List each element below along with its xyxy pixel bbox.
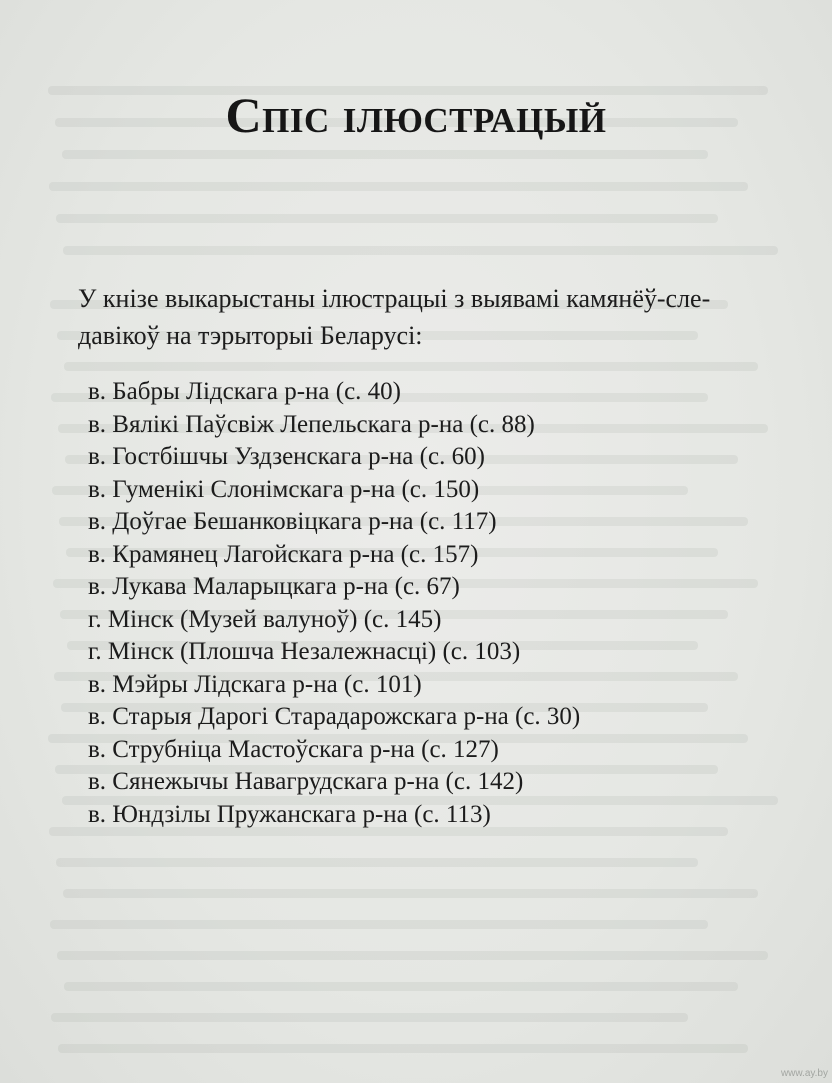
list-item: г. Мінск (Плошча Незалежнасці) (с. 103) <box>88 638 521 665</box>
show-through-line <box>64 362 758 371</box>
list-item: в. Бабры Лідскага р-на (с. 40) <box>88 378 402 405</box>
list-item: в. Юндзілы Пружанскага р-на (с. 113) <box>88 800 491 828</box>
list-item: в. Гостбішчы Уздзенскага р-на (с. 60) <box>88 443 485 470</box>
show-through-line <box>50 920 708 929</box>
show-through-line <box>49 182 748 191</box>
list-item: в. Старыя Дарогі Старадарожскага р-на (с. 30) <box>88 703 581 730</box>
show-through-line <box>58 1044 748 1053</box>
show-through-line <box>56 858 698 867</box>
watermark: www.ay.by <box>780 1068 828 1079</box>
intro-paragraph <box>78 280 758 354</box>
show-through-line <box>57 951 768 960</box>
show-through-line <box>63 889 758 898</box>
list-item: в. Мэйры Лідскага р-на (с. 101) <box>88 670 422 698</box>
intro-line: давікоў на тэрыторыі Беларусі: <box>78 321 423 350</box>
list-item: в. Сянежычы Навагрудскага р-на (с. 142) <box>88 768 524 795</box>
show-through-line <box>62 150 708 159</box>
list-item: в. Доўгае Бешанковіцкага р-на (с. 117) <box>88 508 497 535</box>
list-item: в. Вялікі Паўсвіж Лепельскага р-на (с. 88) <box>88 410 535 438</box>
page-title: Спіс ілюстрацый <box>225 86 607 143</box>
show-through-line <box>64 982 738 991</box>
list-item: в. Лукава Маларыцкага р-на (с. 67) <box>88 573 460 600</box>
list-item: в. Струбніца Мастоўскага р-на (с. 127) <box>88 735 499 763</box>
illustration-list <box>88 376 580 831</box>
show-through-line <box>51 1013 688 1022</box>
intro-line: У кнізе выкарыстаны ілюстрацыі з выявамі камянёў-сле- <box>78 284 711 313</box>
list-item: в. Гуменікі Слонімскага р-на (с. 150) <box>88 475 480 503</box>
list-item: в. Крамянец Лагойскага р-на (с. 157) <box>88 540 479 568</box>
show-through-line <box>63 246 778 255</box>
show-through-line <box>56 214 718 223</box>
list-item: г. Мінск (Музей валуноў) (с. 145) <box>88 605 442 633</box>
